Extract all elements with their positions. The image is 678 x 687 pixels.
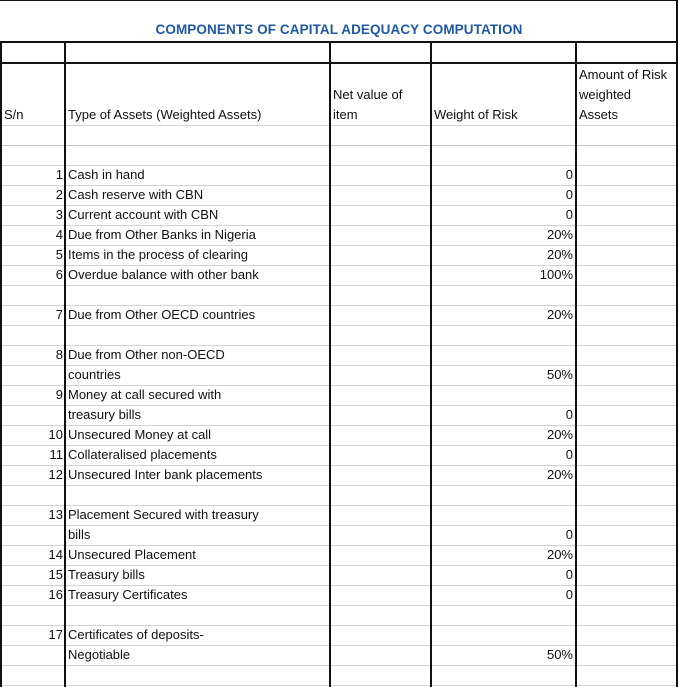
row-asset-name: Cash in hand xyxy=(68,167,145,182)
header-amount-line1: Amount of Risk xyxy=(579,67,668,82)
row-sn: 7 xyxy=(55,307,63,322)
row-risk-weight: 100% xyxy=(539,267,573,282)
row-risk-weight: 0 xyxy=(565,207,573,222)
row-asset-name: Unsecured Money at call xyxy=(68,427,212,442)
border-header-mid xyxy=(0,62,678,64)
header-sn: S/n xyxy=(4,107,24,122)
row-asset-name: Collateralised placements xyxy=(68,447,217,462)
row-risk-weight: 0 xyxy=(565,527,573,542)
header-net-line1: Net value of xyxy=(333,87,403,102)
row-risk-weight: 0 xyxy=(565,187,573,202)
row-risk-weight: 0 xyxy=(565,587,573,602)
row-asset-name: Due from Other Banks in Nigeria xyxy=(68,227,256,242)
row-asset-name: Unsecured Placement xyxy=(68,547,196,562)
row-risk-weight: 20% xyxy=(546,307,573,322)
page-title: COMPONENTS OF CAPITAL ADEQUACY COMPUTATION xyxy=(155,22,523,37)
row-asset-name-continued: countries xyxy=(68,367,121,382)
row-sn: 17 xyxy=(48,627,63,642)
row-risk-weight: 20% xyxy=(546,227,573,242)
header-net-line2: item xyxy=(333,107,358,122)
header-type: Type of Assets (Weighted Assets) xyxy=(68,107,262,122)
row-asset-name: Treasury Certificates xyxy=(68,587,188,602)
row-sn: 8 xyxy=(55,347,63,362)
row-sn: 1 xyxy=(55,167,63,182)
row-asset-name: Placement Secured with treasury xyxy=(68,507,259,522)
border-header-top xyxy=(0,41,678,43)
row-asset-name: Items in the process of clearing xyxy=(68,247,248,262)
row-asset-name: Current account with CBN xyxy=(68,207,219,222)
row-asset-name: Cash reserve with CBN xyxy=(68,187,204,202)
border-col-amount xyxy=(575,42,577,687)
row-risk-weight: 0 xyxy=(565,447,573,462)
row-asset-name: Money at call secured with xyxy=(68,387,222,402)
border-col-type xyxy=(64,42,66,687)
row-risk-weight: 20% xyxy=(546,427,573,442)
row-risk-weight: 0 xyxy=(565,567,573,582)
row-sn: 3 xyxy=(55,207,63,222)
row-asset-name: Treasury bills xyxy=(68,567,145,582)
row-asset-name-continued: Negotiable xyxy=(68,647,131,662)
row-risk-weight: 0 xyxy=(565,167,573,182)
row-asset-name: Certificates of deposits- xyxy=(68,627,204,642)
row-sn: 10 xyxy=(48,427,63,442)
row-sn: 15 xyxy=(48,567,63,582)
row-sn: 9 xyxy=(55,387,63,402)
header-weight: Weight of Risk xyxy=(434,107,518,122)
row-sn: 5 xyxy=(55,247,63,262)
row-asset-name: Due from Other non-OECD xyxy=(68,347,225,362)
row-sn: 14 xyxy=(48,547,63,562)
row-risk-weight: 20% xyxy=(546,547,573,562)
row-asset-name-continued: bills xyxy=(68,527,91,542)
row-asset-name: Unsecured Inter bank placements xyxy=(68,467,263,482)
row-asset-name-continued: treasury bills xyxy=(68,407,141,422)
row-risk-weight: 50% xyxy=(546,647,573,662)
row-asset-name: Overdue balance with other bank xyxy=(68,267,259,282)
row-sn: 16 xyxy=(48,587,63,602)
header-amount-line3: Assets xyxy=(579,107,619,122)
border-col-net xyxy=(329,42,331,687)
row-sn: 6 xyxy=(55,267,63,282)
row-risk-weight: 20% xyxy=(546,247,573,262)
row-sn: 13 xyxy=(48,507,63,522)
row-sn: 2 xyxy=(55,187,63,202)
row-sn: 12 xyxy=(48,467,63,482)
row-asset-name: Due from Other OECD countries xyxy=(68,307,256,322)
row-risk-weight: 0 xyxy=(565,407,573,422)
row-sn: 4 xyxy=(55,227,63,242)
row-risk-weight: 20% xyxy=(546,467,573,482)
border-top-title xyxy=(0,0,678,1)
header-amount-line2: weighted xyxy=(579,87,632,102)
row-sn: 11 xyxy=(49,447,63,462)
row-risk-weight: 50% xyxy=(546,367,573,382)
